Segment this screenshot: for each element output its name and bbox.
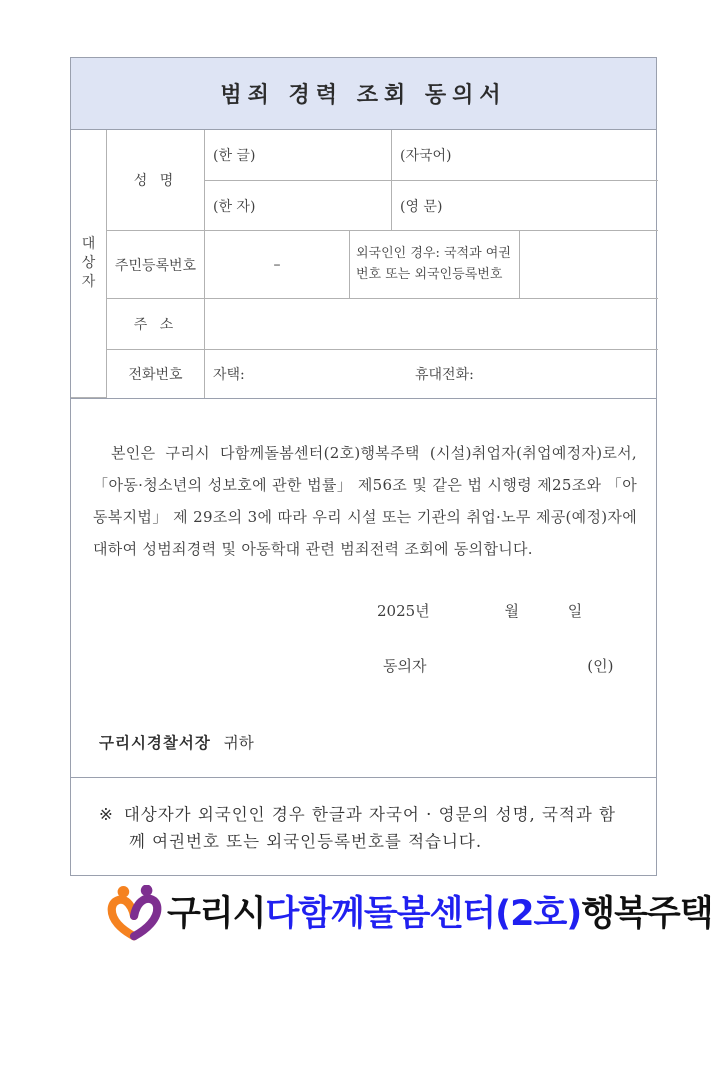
reference-mark: ※ xyxy=(99,805,114,824)
address-label: 주 소 xyxy=(133,317,178,333)
name-hangul-label: (한 글) xyxy=(213,148,256,164)
footnote-paragraph xyxy=(99,801,630,855)
organization-logo xyxy=(103,885,713,943)
name-label: 성 명 xyxy=(133,173,178,189)
logo-city-text: 구리시 xyxy=(167,893,266,934)
subject-group-cell xyxy=(71,130,107,398)
phone-label-cell xyxy=(107,350,205,398)
name-english-cell[interactable] xyxy=(392,181,658,231)
resident-no-label-cell xyxy=(107,231,205,299)
name-native-label: (자국어) xyxy=(400,148,452,164)
footnote-section xyxy=(70,777,657,876)
name-hanja-cell[interactable] xyxy=(205,181,392,231)
heart-people-icon xyxy=(103,885,167,943)
subject-group-label: 대상자 xyxy=(81,236,96,290)
name-native-cell[interactable] xyxy=(392,130,658,181)
name-hangul-cell[interactable] xyxy=(205,130,392,181)
form-title: 범죄 경력 조회 동의서 xyxy=(220,82,507,108)
consenter-label: 동의자 xyxy=(383,657,427,675)
consenter-line xyxy=(71,655,656,676)
date-day-label[interactable]: 일 xyxy=(567,602,583,620)
address-input-cell[interactable] xyxy=(205,299,658,350)
recipient-line xyxy=(71,731,656,753)
recipient-honorific: 귀하 xyxy=(223,734,254,752)
phone-label: 전화번호 xyxy=(128,367,183,383)
phone-home-label: 자택: xyxy=(213,367,245,383)
phone-input-cell[interactable] xyxy=(205,350,658,398)
foreigner-note-text: 외국인인 경우: 국적과 여권번호 또는 외국인등록번호 xyxy=(356,246,511,282)
seal-placeholder[interactable]: (인) xyxy=(587,657,614,675)
resident-no-dash: – xyxy=(273,256,281,273)
name-label-cell xyxy=(107,130,205,231)
address-label-cell xyxy=(107,299,205,350)
date-line xyxy=(71,600,656,621)
name-hanja-label: (한 자) xyxy=(213,198,256,215)
foreigner-note-cell xyxy=(350,231,520,299)
logo-wordmark xyxy=(167,893,713,934)
consent-form-document xyxy=(70,57,713,943)
consent-paragraph: 본인은 구리시 다함께돌봄센터(2호)행복주택 (시설)취업자(취업예정자)로서, 「아동·청소년의 성보호에 관한 법률」 제56조 및 같은 법 시행령 제25조와 「아동복지법」 제 29조의 3에 따라 우리 시설 또는 기관의 취업·노무 제공(예정)자에 대하여 성범죄경력 및 아동학대 관련 범죄전력 조회에 동의합니다. xyxy=(93,444,637,558)
recipient-name: 구리시경찰서장 xyxy=(99,733,211,752)
logo-housing-text: 행복주택 xyxy=(581,893,713,934)
resident-no-label: 주민등록번호 xyxy=(114,257,197,274)
consent-body-section xyxy=(70,398,657,778)
foreigner-no-input-cell[interactable] xyxy=(520,231,658,299)
name-english-label: (영 문) xyxy=(400,198,443,215)
date-month-label[interactable]: 월 xyxy=(504,602,519,620)
subject-info-table xyxy=(70,129,657,399)
phone-mobile-label: 휴대전화: xyxy=(415,367,474,383)
footnote-text: 대상자가 외국인인 경우 한글과 자국어 · 영문의 성명, 국적과 함께 여권번호 또는 외국인등록번호를 적습니다. xyxy=(123,805,616,851)
form-title-bar xyxy=(70,57,657,130)
resident-no-input-cell[interactable] xyxy=(205,231,350,299)
logo-center-text: 다함께돌봄센터(2호) xyxy=(265,893,582,934)
date-year: 2025년 xyxy=(377,602,430,620)
